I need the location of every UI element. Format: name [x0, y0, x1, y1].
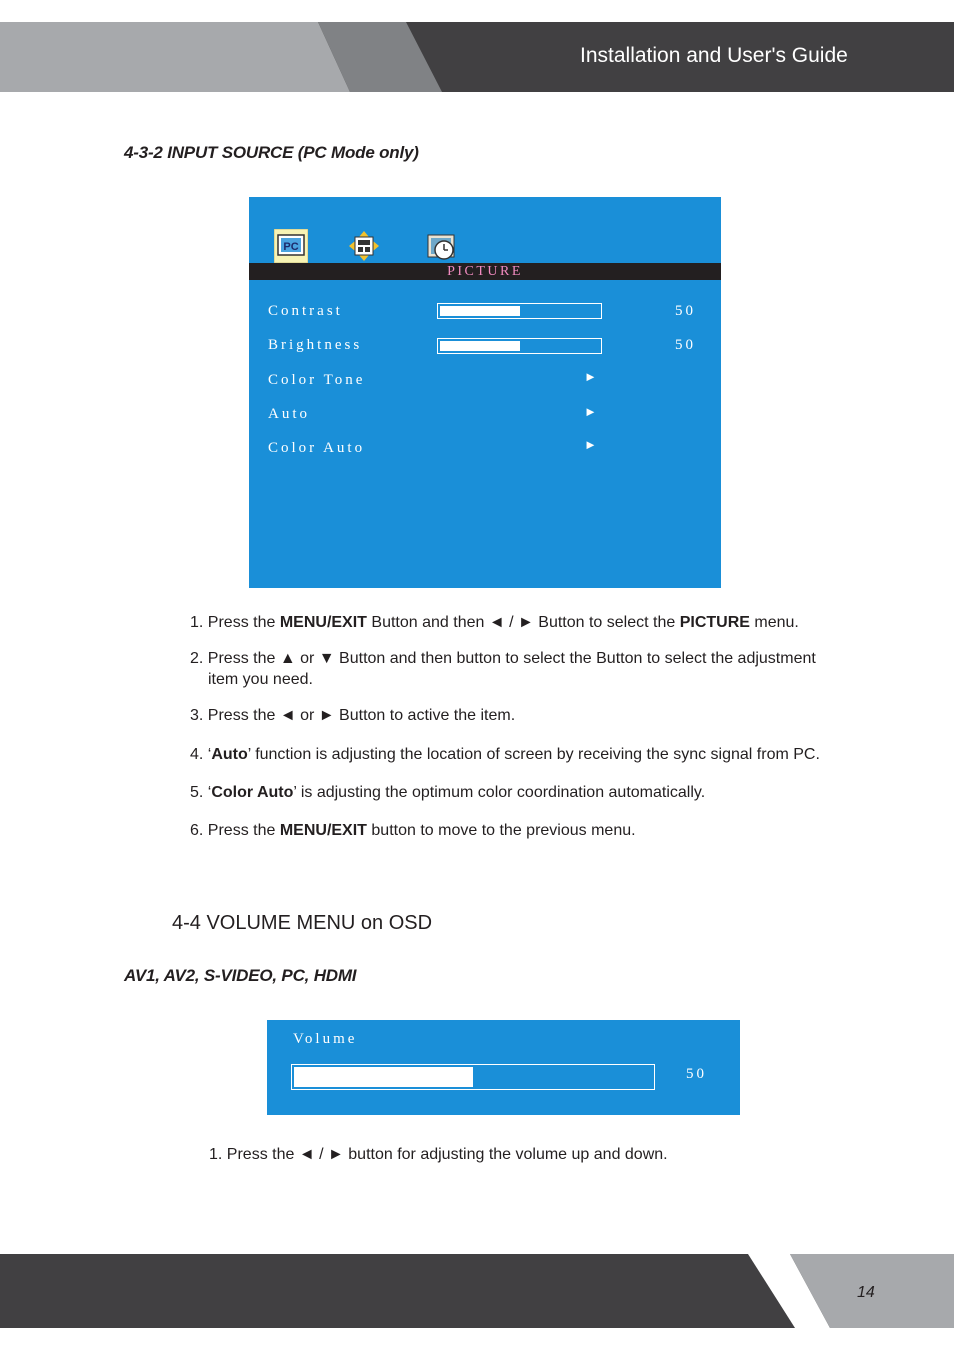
- contrast-label: Contrast: [268, 303, 343, 319]
- picture-step-5: 5. ‘Color Auto’ is adjusting the optimum color coordination automatically.: [190, 784, 706, 801]
- brightness-label: Brightness: [268, 337, 363, 353]
- picture-step-1: 1. Press the MENU/EXIT Button and then ◄ / ► Button to select the PICTURE menu.: [190, 614, 799, 631]
- volume-label: Volume: [293, 1031, 358, 1047]
- section-title-volume-menu: 4-4 VOLUME MENU on OSD: [172, 912, 433, 934]
- section-subheading-inputs: AV1, AV2, S-VIDEO, PC, HDMI: [124, 966, 357, 985]
- color-auto-arrow-icon[interactable]: ►: [584, 437, 597, 452]
- brightness-slider-fill: [440, 341, 520, 351]
- page-footer: [0, 1254, 954, 1328]
- contrast-slider[interactable]: [437, 303, 602, 319]
- volume-osd-menu: [267, 1020, 740, 1115]
- picture-step-4: 4. ‘Auto’ function is adjusting the location of screen by receiving the sync signal from PC.: [190, 746, 820, 763]
- brightness-slider[interactable]: [437, 338, 602, 354]
- screen-settings-icon[interactable]: [349, 231, 379, 261]
- color-tone-label[interactable]: Color Tone: [268, 372, 366, 388]
- menu-title: PICTURE: [447, 264, 523, 279]
- color-auto-label[interactable]: Color Auto: [268, 440, 366, 456]
- picture-osd-menu: [249, 197, 721, 588]
- page-number: 14: [857, 1284, 875, 1301]
- contrast-value: 50: [675, 303, 696, 319]
- pc-icon[interactable]: [274, 229, 304, 259]
- auto-arrow-icon[interactable]: ►: [584, 404, 597, 419]
- auto-label[interactable]: Auto: [268, 406, 310, 422]
- pc-icon-text: PC: [283, 241, 299, 253]
- volume-value: 50: [686, 1066, 707, 1082]
- picture-step-2: 2. Press the ▲ or ▼ Button and then button to select the Button to select the adjustment item you need.: [190, 650, 816, 688]
- picture-step-6: 6. Press the MENU/EXIT button to move to the previous menu.: [190, 822, 636, 839]
- picture-step-3: 3. Press the ◄ or ► Button to active the item.: [190, 707, 516, 724]
- brightness-value: 50: [675, 337, 696, 353]
- color-tone-arrow-icon[interactable]: ►: [584, 369, 597, 384]
- page-header: [0, 22, 954, 92]
- clock-icon[interactable]: [427, 233, 457, 263]
- contrast-slider-fill: [440, 306, 520, 316]
- volume-slider-fill: [294, 1067, 473, 1087]
- volume-step-1: 1. Press the ◄ / ► button for adjusting the volume up and down.: [209, 1146, 668, 1163]
- menu-title-bar: [249, 263, 721, 280]
- volume-slider[interactable]: [291, 1064, 655, 1090]
- header-title: Installation and User's Guide: [580, 44, 848, 67]
- section-heading-input-source: 4-3-2 INPUT SOURCE (PC Mode only): [124, 143, 419, 162]
- footer-band-graphic: [0, 1254, 954, 1328]
